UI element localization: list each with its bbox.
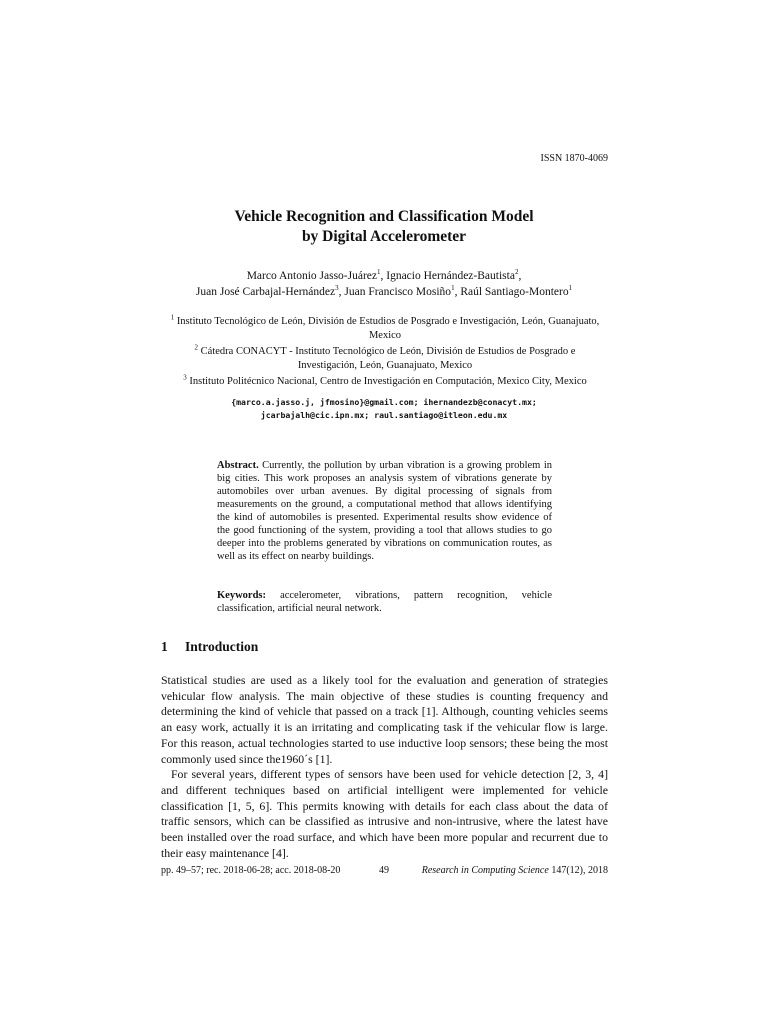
affiliation-mark: 1: [170, 313, 175, 322]
footer-pages-dates: pp. 49–57; rec. 2018-06-28; acc. 2018-08-20: [161, 865, 341, 876]
author-affil-mark: 1: [568, 284, 573, 293]
affiliation: [165, 375, 605, 389]
author-name: Marco Antonio Jasso-Juárez: [246, 270, 377, 282]
body-text: [161, 673, 608, 861]
section-title: Introduction: [185, 639, 259, 654]
email-line-2[interactable]: jcarbajalh@cic.ipn.mx; raul.santiago@itleon.edu.mx: [260, 410, 508, 420]
body-paragraph-1: Statistical studies are used as a likely tool for the evaluation and generation of strategies vehicular flow analysis. The main objective of these studies is counting frequency and determining the kind of vehicle that passed on a track [1]. Although, counting vehicles seems an easy work, actually it is an irritating and complicating task if the vehicular flow is large. For this reason, actual technologies started to use inductive loop sensors; these being the most commonly used since the1960´s [1].: [161, 673, 608, 766]
author-name: Ignacio Hernández-Bautista: [386, 270, 515, 282]
author-name: Juan Francisco Mosiño: [344, 286, 452, 298]
journal-volume: 147(12), 2018: [548, 865, 608, 876]
affiliation: [165, 315, 605, 343]
affiliation-mark: 2: [194, 343, 199, 352]
journal-name: Research in Computing Science: [421, 865, 549, 876]
author-name: Raúl Santiago-Montero: [460, 286, 569, 298]
body-paragraph-2: For several years, different types of sensors have been used for vehicle detection [2, 3, 4] and different techniques based on artificial intelligent were implemented for vehicle classification [1, 5, 6]. This permits knowing with details for each class about the data of traffic sensors, which can be classified as intrusive and non-intrusive, where the latest have been installed over the road surface, and which have been more popular and recurrent due to their easy maintenance [4].: [161, 767, 608, 860]
email-list: [0, 396, 768, 422]
author-line-2: [0, 284, 768, 300]
issn-label: ISSN 1870-4069: [540, 153, 608, 164]
email-line-1[interactable]: {marco.a.jasso.j, jfmosino}@gmail.com; ihernandezb@conacyt.mx;: [231, 397, 537, 407]
section-heading: [161, 638, 258, 656]
title-line-2: by Digital Accelerometer: [301, 228, 467, 245]
author-affil-mark: 3: [335, 284, 339, 293]
keywords-text: accelerometer, vibrations, pattern recognition, vehicle classification, artificial neural network.: [217, 590, 552, 614]
affiliation-text: Instituto Politécnico Nacional, Centro de Investigación en Computación, Mexico City, Mexico: [186, 376, 587, 387]
affiliation-mark: 3: [183, 373, 187, 382]
author-separator: ,: [454, 286, 461, 298]
author-separator: ,: [380, 270, 387, 282]
abstract-label: Abstract.: [217, 460, 259, 471]
author-affil-mark: 2: [514, 268, 519, 277]
keywords: [217, 589, 552, 615]
paper-title: [0, 207, 768, 247]
author-affil-mark: 1: [377, 268, 381, 277]
author-list: [0, 268, 768, 300]
title-line-1: Vehicle Recognition and Classification Model: [234, 208, 534, 225]
author-separator: ,: [518, 270, 522, 282]
affiliation-list: [165, 315, 605, 391]
abstract-text: Currently, the pollution by urban vibration is a growing problem in big cities. This work proposes an analysis system of vibrations generate by automobiles over urban avenues. By digital processing of signals from measurements on the ground, a computational method that allows identifying the kind of automobiles is presented. Experimental results show evidence of the good functioning of the system, providing a tool that allows studies to go deeper into the problems generated by vibrations on communication routes, as well as its effect on nearby buildings.: [217, 460, 552, 562]
keywords-label: Keywords:: [217, 590, 266, 601]
footer-journal: [422, 864, 608, 877]
affiliation: [165, 345, 605, 373]
page-number: 49: [379, 865, 389, 876]
abstract: [217, 459, 552, 563]
section-number: 1: [161, 639, 168, 654]
affiliation-text: Cátedra CONACYT - Instituto Tecnológico de León, División de Estudios de Posgrado e Investigación, León, Guanajuato, Mexico: [198, 346, 576, 371]
affiliation-text: Instituto Tecnológico de León, División de Estudios de Posgrado e Investigación, León, Guanajuato, Mexico: [174, 316, 600, 341]
author-affil-mark: 1: [451, 284, 455, 293]
author-line-1: [0, 268, 768, 284]
author-name: Juan José Carbajal-Hernández: [195, 286, 336, 298]
author-separator: ,: [338, 286, 345, 298]
